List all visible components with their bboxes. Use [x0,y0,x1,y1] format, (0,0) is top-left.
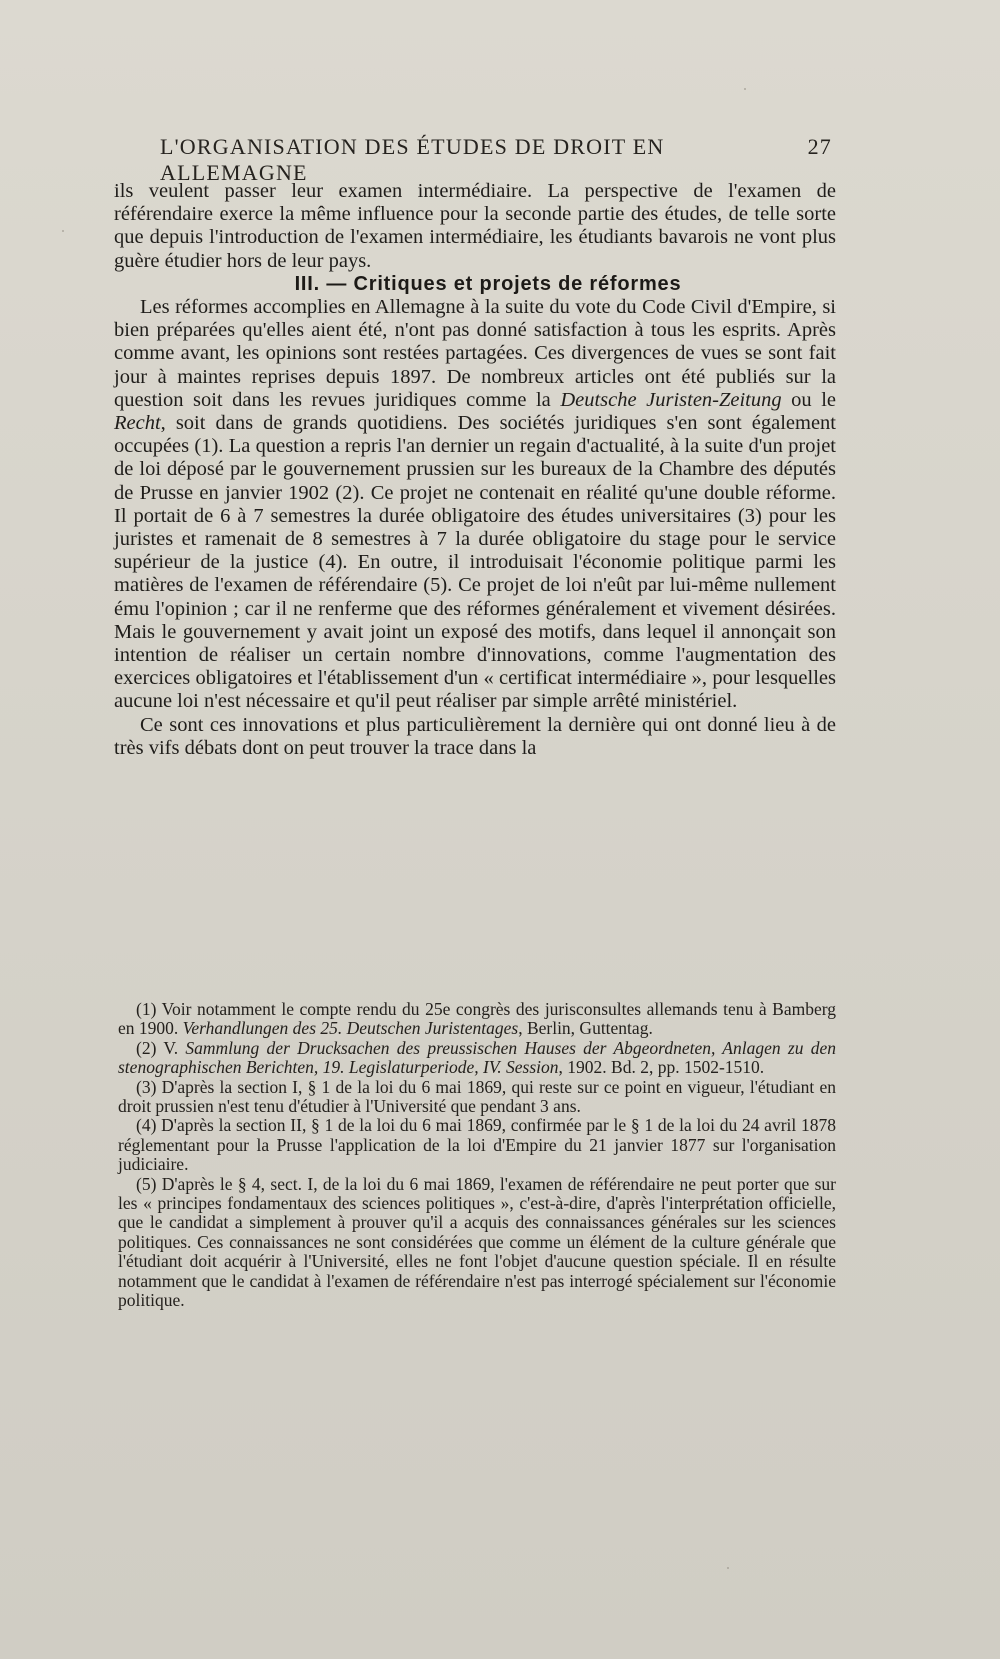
footnotes [118,1000,836,1311]
opening-paragraph: ils veulent passer leur examen intermédiaire. La perspective de l'examen de référendaire exerce la même influence pour la seconde partie des études, de telle sorte que depuis l'introduction de l'examen intermédiaire, les étudiants bavarois ne vont plus guère étudier hors de leur pays. [114,180,836,272]
main-paragraph-text-3: , soit dans de grands quotidiens. Des sociétés juridiques s'en sont également occupées (1). La question a repris l'an dernier un regain d'actualité, à la suite d'un projet de loi déposé par le gouvernement prussien sur les bureaux de la Chambre des députés de Prusse en janvier 1902 (2). Ce projet ne contenait en réalité qu'une double réforme. Il portait de 6 à 7 semestres la durée obligatoire des études universitaires (3) pour les juristes et ramenait de 8 semestres à 7 la durée obligatoire du stage pour le service supérieur de la justice (4). En outre, il introduisait l'économie politique parmi les matières de l'examen de référendaire (5). Ce projet de loi n'eût par lui-même nullement ému l'opinion ; car il ne renferme que des réformes généralement et vivement désirées. Mais le gouvernement y avait joint un exposé des motifs, dans lequel il annonçait son intention de réaliser un certain nombre d'innovations, comme l'augmentation des exercices obligatoires et l'établissement d'un « certificat intermédiaire », pour lesquelles aucune loi n'est nécessaire et qu'il peut réaliser par simple arrêté ministériel. [114,412,836,713]
page-number: 27 [807,134,832,159]
footnote-1-text-2: , Berlin, Guttentag. [518,1018,653,1039]
paper-speck [62,230,64,232]
main-paragraph [114,296,836,714]
main-text [114,180,836,760]
footnote-2-text-2: , 1902. Bd. 2, pp. 1502-1510. [558,1057,765,1078]
running-head [160,134,832,186]
paper-speck [744,88,746,90]
section-heading: III. — Critiques et projets de réformes [294,272,682,295]
main-paragraph-text-2: ou le [781,388,836,411]
footnote-1-text-1: (1) Voir notamment le compte rendu du 25e congrès des jurisconsultes allemands tenu à Bamberg en 1900. [118,999,836,1039]
footnote-5: (5) D'après le § 4, sect. I, de la loi du 6 mai 1869, l'examen de référendaire ne peut porter que sur les « principes fondamentaux des sciences politiques », c'est-à-dire, d'après l'interprétation officielle, que le candidat a simplement à prouver qu'il a acquis des connaissances générales sur les sciences politiques. Ces connaissances ne sont considérées que comme un élément de la culture générale que l'étudiant doit acquérir à l'Université, elles ne font l'objet d'aucune question spéciale. Il en résulte notamment que le candidat à l'examen de référendaire n'est pas interrogé spécialement sur l'économie politique. [118,1173,836,1311]
footnote-1-title: Verhandlungen des 25. Deutschen Juristentages [182,1018,519,1039]
footnote-2-text-1: (2) V. [136,1037,186,1058]
paper-speck [727,1567,729,1569]
main-paragraph-text-1: Les réformes accomplies en Allemagne à la suite du vote du Code Civil d'Empire, si bien préparées qu'elles aient été, n'ont pas donné satisfaction à tous les esprits. Après comme avant, les opinions sont restées partagées. Ces divergences de vues se sont fait jour à maintes reprises depuis 1897. De nombreux articles ont été publiés sur la question soit dans les revues juridiques comme la [114,296,836,411]
closing-paragraph: Ce sont ces innovations et plus particulièrement la dernière qui ont donné lieu à de très vifs débats dont on peut trouver la trace dans la [114,713,836,759]
journal-title-djz: Deutsche Juristen-Zeitung [560,388,782,411]
footnote-3: (3) D'après la section I, § 1 de la loi du 6 mai 1869, qui reste sur ce point en vigueur, l'étudiant en droit prussien n'est tenu d'étudier à l'Université que pendant 3 ans. [118,1076,836,1117]
running-head-title: L'ORGANISATION DES ÉTUDES DE DROIT EN ALLEMAGNE [160,134,665,185]
journal-title-recht: Recht [114,412,161,435]
footnote-1 [118,1000,836,1039]
footnote-2-title: Sammlung der Drucksachen des preussischen Hauses der Abgeordneten, Anlagen zu den stenographischen Berichten, 19. Legislaturperiode, IV. Session [118,1037,836,1078]
footnote-2 [118,1039,836,1078]
footnote-4: (4) D'après la section II, § 1 de la loi du 6 mai 1869, confirmée par le § 1 de la loi du 24 avril 1878 réglementant pour la Prusse l'application de la loi d'Empire du 21 janvier 1877 sur l'organisation judiciaire. [118,1115,836,1175]
